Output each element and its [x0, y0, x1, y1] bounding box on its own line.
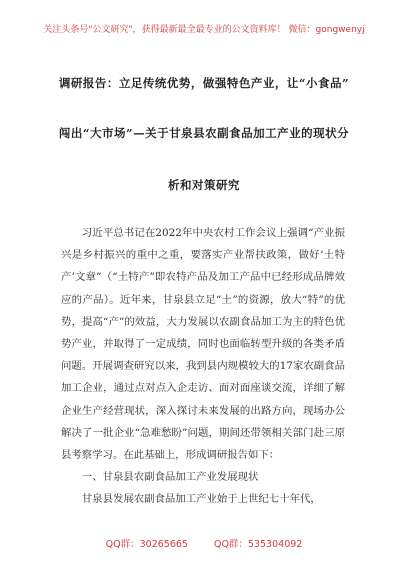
top-banner: 关注头条号"公文研究"，获得最新最全最专业的公文资料库！ 微信：gongwenyj: [43, 25, 365, 35]
document-body: [61, 222, 345, 511]
body-paragraph-1: 习近平总书记在2022年中央农村工作会议上强调“产业振兴是乡村振兴的重中之重，要落实产业帮扶政策，做好‘土特产’文章”（“土特产”即农特产品及加工产品中已经形成品牌效应的产品）。近年来，甘泉县立足“土”的资源，放大“特”的优势，提高“产”的效益，大力发展以农副食品加工为主的特色优势产业，并取得了一定成绩，同时也面临转型升级的各类矛盾问题。开展调查研究以来，我到县内规模较大的17家农副食品加工企业，通过点对点入企走访、面对面座谈交流，详细了解企业生产经营现状，深入探讨未来发展的出路方向，现场办公解决了一批企业“急难愁盼”问题，期间还带领相关部门赴三原县考察学习。在此基础上，形成调研报告如下：: [61, 227, 345, 462]
section-heading-1: 一、甘泉县农副食品加工产业发展现状: [81, 471, 259, 484]
document-title-line-3: 析和对策研究: [168, 178, 240, 192]
footer-contact: [0, 536, 408, 550]
document-title-line-1: 调研报告：立足传统优势，做强特色产业，让“小食品”: [58, 76, 350, 90]
document-title-line-2: 闯出“大市场”—关于甘泉县农副食品加工产业的现状分: [58, 126, 350, 140]
footer-qq-group-1: QQ群：30265665: [105, 539, 188, 550]
footer-qq-group-2: QQ群：535304092: [213, 539, 303, 550]
body-paragraph-2: 甘泉县发展农副食品加工产业始于上世纪七十年代，: [81, 493, 321, 506]
